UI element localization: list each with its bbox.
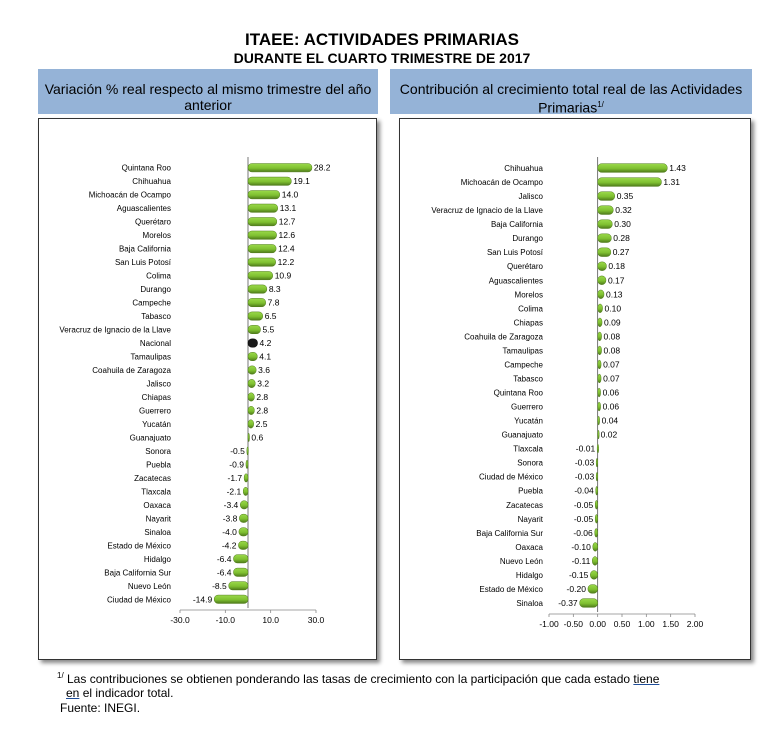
category-label: Tabasco xyxy=(513,374,543,384)
value-label: 0.07 xyxy=(603,373,620,384)
category-label: Tabasco xyxy=(141,312,171,322)
category-label: Chiapas xyxy=(513,318,543,328)
x-tick-label: -30.0 xyxy=(170,615,190,625)
bar xyxy=(598,220,613,229)
x-tick-label: 0.00 xyxy=(589,619,606,629)
bar xyxy=(239,514,248,522)
category-label: Tamaulipas xyxy=(502,346,543,356)
right-panel-header-label: Contribución al crecimiento total real de las Actividades Primarias xyxy=(399,81,743,116)
chart-title: ITAEE: ACTIVIDADES PRIMARIAS xyxy=(245,30,519,49)
category-label: Guanajuato xyxy=(129,433,171,443)
category-label: Veracruz de Ignacio de la Llave xyxy=(59,325,171,335)
value-label: 12.6 xyxy=(278,230,296,241)
footnote-text: Las contribuciones se obtienen ponderando las tasas de crecimiento con la participación que cada estado xyxy=(63,672,634,686)
category-label: Estado de México xyxy=(107,541,171,551)
value-label: -0.06 xyxy=(573,527,593,538)
bar xyxy=(598,262,607,271)
x-tick-label: 0.50 xyxy=(613,619,631,629)
bar xyxy=(598,416,600,425)
category-label: Aguascalientes xyxy=(488,276,543,286)
category-label: Sonora xyxy=(517,458,543,468)
bar xyxy=(247,447,249,455)
category-label: Tamaulipas xyxy=(130,352,171,362)
bar xyxy=(596,486,598,495)
bar xyxy=(248,420,254,428)
bar xyxy=(598,178,662,187)
bar xyxy=(595,514,597,523)
value-label: 0.08 xyxy=(603,345,621,356)
footnote-link-tiene[interactable]: tiene xyxy=(633,672,660,686)
value-label: 3.6 xyxy=(258,365,270,376)
bar xyxy=(598,248,611,257)
category-label: Chihuahua xyxy=(504,164,543,174)
category-label: Puebla xyxy=(518,486,543,496)
left-panel-header xyxy=(38,69,378,114)
bar xyxy=(598,164,668,173)
category-label: Campeche xyxy=(504,360,543,370)
bar xyxy=(598,402,601,411)
bar xyxy=(248,325,260,333)
value-label: 1.31 xyxy=(663,177,680,188)
category-label: Tlaxcala xyxy=(141,487,171,497)
value-label: 19.1 xyxy=(293,176,310,187)
value-label: -0.05 xyxy=(573,513,594,524)
value-label: 0.07 xyxy=(603,359,620,370)
value-label: -8.5 xyxy=(212,580,227,591)
bar xyxy=(246,460,248,468)
value-label: 0.06 xyxy=(602,387,620,398)
value-label: 4.2 xyxy=(259,338,272,349)
x-tick-label: 1.00 xyxy=(638,619,655,629)
value-label: -0.03 xyxy=(574,457,595,468)
value-label: -0.11 xyxy=(571,555,591,566)
category-label: Nuevo León xyxy=(127,581,171,591)
value-label: 5.5 xyxy=(262,324,275,335)
value-label: 0.6 xyxy=(251,432,264,443)
category-label: Nayarit xyxy=(145,514,171,524)
value-label: -0.37 xyxy=(558,597,578,608)
bar xyxy=(238,541,248,549)
bar xyxy=(598,360,601,369)
bar xyxy=(248,406,254,414)
value-label: 0.13 xyxy=(605,289,623,300)
value-label: 6.5 xyxy=(264,311,277,322)
x-tick-label: 2.00 xyxy=(686,619,704,629)
category-label: Tlaxcala xyxy=(513,444,543,454)
category-label: Zacatecas xyxy=(506,500,543,510)
bar xyxy=(598,332,602,341)
category-label: Aguascalientes xyxy=(116,204,171,214)
bar xyxy=(596,458,598,467)
bar xyxy=(598,374,601,383)
source-note: Fuente: INEGI. xyxy=(60,701,141,715)
bar xyxy=(595,500,597,509)
bar xyxy=(248,298,266,306)
category-label: Oaxaca xyxy=(515,542,543,552)
footnote-mark: 1/ xyxy=(57,671,64,680)
category-label: Durango xyxy=(140,285,171,295)
right-panel-header xyxy=(390,69,752,114)
value-label: -0.03 xyxy=(574,471,595,482)
x-tick-label: 1.50 xyxy=(662,619,679,629)
value-label: -6.4 xyxy=(216,553,232,564)
bar xyxy=(598,234,612,243)
bar xyxy=(239,528,248,536)
bar xyxy=(592,557,597,566)
bar xyxy=(248,285,267,293)
category-label: Michoacán de Ocampo xyxy=(88,190,171,200)
x-tick-label: -0.50 xyxy=(563,619,584,629)
footnote xyxy=(57,671,659,686)
category-label: Puebla xyxy=(146,460,171,470)
value-label: 12.7 xyxy=(278,216,296,227)
value-label: -0.15 xyxy=(568,569,589,580)
value-label: -0.05 xyxy=(573,499,594,510)
value-label: -14.9 xyxy=(192,594,213,605)
x-tick-label: 30.0 xyxy=(307,615,325,625)
category-label: Chihuahua xyxy=(132,177,171,187)
category-label: Guanajuato xyxy=(501,430,543,440)
category-label: Sinaloa xyxy=(144,527,171,537)
bar xyxy=(580,599,598,608)
footnote-continuation xyxy=(66,686,173,700)
bar xyxy=(248,177,291,185)
bar-national xyxy=(248,339,258,347)
bar xyxy=(214,595,248,603)
category-label: Coahuila de Zaragoza xyxy=(464,332,543,342)
value-label: 0.27 xyxy=(612,247,630,258)
bar xyxy=(248,258,276,266)
category-label: Nacional xyxy=(139,339,171,349)
value-label: 2.8 xyxy=(256,391,269,402)
bar xyxy=(243,487,248,495)
value-label: 2.5 xyxy=(255,418,268,429)
bar xyxy=(595,528,598,537)
bar xyxy=(248,164,312,172)
category-label: Ciudad de México xyxy=(478,472,543,482)
category-label: Nuevo León xyxy=(499,556,543,566)
value-label: 0.32 xyxy=(615,205,632,216)
value-label: 2.8 xyxy=(256,405,269,416)
bar xyxy=(229,582,248,590)
x-tick-label: -10.0 xyxy=(215,615,236,625)
bar xyxy=(244,474,248,482)
value-label: 0.08 xyxy=(603,331,621,342)
category-label: Estado de México xyxy=(479,584,543,594)
bar xyxy=(248,352,257,360)
value-label: 12.2 xyxy=(277,257,295,268)
variation-chart-panel xyxy=(38,118,377,660)
category-label: Sonora xyxy=(145,446,171,456)
category-label: Baja California xyxy=(118,244,171,254)
category-label: Nayarit xyxy=(517,514,543,524)
value-label: -6.4 xyxy=(216,567,232,578)
bar xyxy=(248,271,273,279)
value-label: 0.28 xyxy=(613,233,630,244)
footnote-text-end: el indicador total. xyxy=(79,686,174,700)
contribution-chart xyxy=(400,119,750,659)
value-label: 7.8 xyxy=(267,297,280,308)
value-label: 10.9 xyxy=(274,270,292,281)
footnote-link-en[interactable]: en xyxy=(66,686,80,700)
bar xyxy=(598,388,601,397)
value-label: -0.20 xyxy=(566,583,586,594)
value-label: 0.09 xyxy=(604,317,621,328)
category-label: Morelos xyxy=(514,290,543,300)
value-label: 13.1 xyxy=(279,203,297,214)
category-label: Veracruz de Ignacio de la Llave xyxy=(431,206,543,216)
bar xyxy=(588,585,598,594)
bar xyxy=(248,312,263,320)
bar xyxy=(598,290,604,299)
category-label: Oaxaca xyxy=(143,500,171,510)
category-label: Querétaro xyxy=(134,217,171,227)
category-label: Yucatán xyxy=(514,416,543,426)
bar xyxy=(590,571,597,580)
value-label: 1.43 xyxy=(669,163,686,174)
value-label: 0.17 xyxy=(607,275,625,286)
category-label: Querétaro xyxy=(506,262,543,272)
value-label: -3.4 xyxy=(223,499,239,510)
category-label: Campeche xyxy=(132,298,171,308)
value-label: 28.2 xyxy=(313,162,331,173)
bar xyxy=(597,444,599,453)
value-label: 0.04 xyxy=(601,415,619,426)
bar xyxy=(596,472,598,481)
value-label: 3.2 xyxy=(257,378,270,389)
value-label: 0.18 xyxy=(608,261,625,272)
category-label: Quintana Roo xyxy=(493,388,543,398)
bar xyxy=(248,366,256,374)
category-label: Hidalgo xyxy=(515,570,543,580)
bar xyxy=(233,568,248,576)
category-label: Guerrero xyxy=(510,402,543,412)
right-panel-header-text xyxy=(390,81,752,116)
value-label: -2.1 xyxy=(226,486,242,497)
bar xyxy=(598,206,614,215)
category-label: Baja California Sur xyxy=(476,528,543,538)
variation-chart xyxy=(39,119,376,659)
bar xyxy=(593,543,598,552)
value-label: 0.10 xyxy=(604,303,622,314)
value-label: 8.3 xyxy=(268,284,281,295)
bar xyxy=(233,555,248,563)
category-label: Ciudad de México xyxy=(106,595,171,605)
contribution-chart-panel xyxy=(399,118,751,660)
bar xyxy=(248,244,276,252)
right-panel-header-footnote-mark: 1/ xyxy=(597,100,604,109)
x-tick-label: -1.00 xyxy=(539,619,559,629)
category-label: Coahuila de Zaragoza xyxy=(92,366,171,376)
category-label: Jalisco xyxy=(146,379,171,389)
category-label: Baja California xyxy=(490,220,543,230)
value-label: -0.9 xyxy=(229,459,244,470)
bar xyxy=(248,433,250,441)
value-label: -0.01 xyxy=(575,443,596,454)
value-label: 0.02 xyxy=(600,429,618,440)
value-label: 4.1 xyxy=(259,351,272,362)
value-label: 0.35 xyxy=(616,191,634,202)
category-label: Quintana Roo xyxy=(121,163,171,173)
bar xyxy=(598,346,602,355)
value-label: -0.04 xyxy=(574,485,594,496)
bar xyxy=(598,318,602,327)
category-label: Baja California Sur xyxy=(104,568,171,578)
category-label: Michoacán de Ocampo xyxy=(460,178,543,188)
bar xyxy=(598,192,615,201)
value-label: 0.30 xyxy=(614,219,631,230)
category-label: Colima xyxy=(146,271,171,281)
value-label: 12.4 xyxy=(278,243,295,254)
value-label: 14.0 xyxy=(281,189,299,200)
category-label: Jalisco xyxy=(518,192,543,202)
category-label: San Luis Potosí xyxy=(114,258,171,268)
bar xyxy=(248,204,278,212)
bar xyxy=(248,379,255,387)
bar xyxy=(248,393,254,401)
value-label: 0.06 xyxy=(602,401,620,412)
category-label: San Luis Potosí xyxy=(486,248,543,258)
x-tick-label: 10.0 xyxy=(262,615,279,625)
bar xyxy=(248,191,280,199)
chart-subtitle: DURANTE EL CUARTO TRIMESTRE DE 2017 xyxy=(233,50,531,66)
bar xyxy=(248,218,277,226)
value-label: -3.8 xyxy=(222,513,238,524)
category-label: Guerrero xyxy=(138,406,171,416)
bar xyxy=(598,276,606,285)
bar xyxy=(598,430,600,439)
category-label: Morelos xyxy=(142,231,171,241)
bar xyxy=(598,304,603,313)
category-label: Colima xyxy=(518,304,543,314)
category-label: Yucatán xyxy=(142,419,171,429)
value-label: -4.2 xyxy=(221,540,237,551)
category-label: Sinaloa xyxy=(516,598,543,608)
bar xyxy=(248,231,277,239)
value-label: -1.7 xyxy=(227,472,243,483)
value-label: -4.0 xyxy=(222,526,237,537)
left-panel-header-text: Variación % real respecto al mismo trimestre del año anterior xyxy=(44,81,372,113)
category-label: Chiapas xyxy=(141,392,171,402)
value-label: -0.10 xyxy=(571,541,591,552)
category-label: Durango xyxy=(512,234,543,244)
category-label: Zacatecas xyxy=(134,473,171,483)
value-label: -0.5 xyxy=(230,445,245,456)
category-label: Hidalgo xyxy=(143,554,171,564)
bar xyxy=(240,501,248,509)
